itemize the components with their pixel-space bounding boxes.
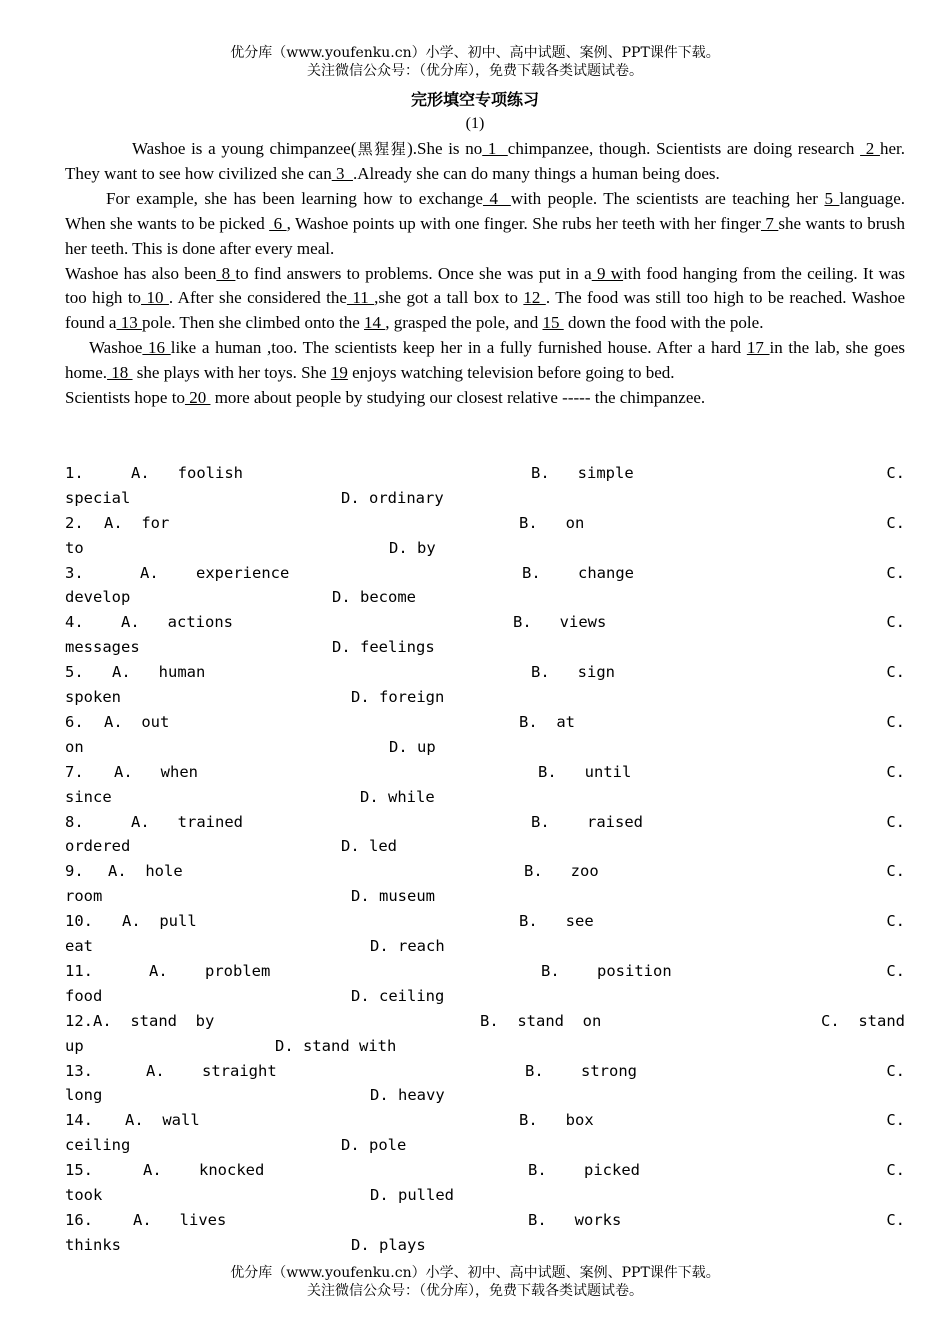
option-a: A. pull xyxy=(122,912,197,931)
option-c-text: food xyxy=(65,986,103,1005)
option-a: A. straight xyxy=(146,1061,277,1080)
text: chimpanzee, though. Scientists are doing research xyxy=(507,139,861,158)
text: Washoe xyxy=(89,338,143,358)
question-number: 9. xyxy=(65,862,84,881)
text: her. They want to see how civilized she can xyxy=(65,139,905,183)
blank-5: 5 xyxy=(824,188,840,208)
text: . The food was still too high to be reached. Washoe found a xyxy=(65,288,906,333)
option-d: D. while xyxy=(360,787,435,806)
option-b: B. simple xyxy=(531,464,634,482)
option-b: B. position xyxy=(541,961,672,980)
option-c-text: spoken xyxy=(65,688,121,707)
paragraph-5 xyxy=(65,386,905,411)
text: Washoe is a young chimpanzee( xyxy=(132,139,357,158)
option-a: A. for xyxy=(104,513,170,532)
option-c-text: since xyxy=(65,787,112,806)
question-item xyxy=(65,1009,905,1059)
blank-6: 6 xyxy=(269,213,287,233)
footer-line-2: 关注微信公众号：（优分库），免费下载各类试题试卷。 xyxy=(307,1283,643,1299)
option-d: D. become xyxy=(332,588,416,607)
option-a: A. foolish xyxy=(131,464,243,482)
option-c-label: C. xyxy=(886,613,905,632)
question-number: 3. xyxy=(65,563,84,582)
question-number: 6. xyxy=(65,712,84,731)
option-b: B. zoo xyxy=(524,862,599,881)
option-a: A. lives xyxy=(133,1210,227,1229)
option-d: D. ordinary xyxy=(341,488,444,507)
blank-11: 11 xyxy=(346,288,375,308)
blank-8: 8 xyxy=(216,263,236,283)
option-c-label: C. xyxy=(886,563,905,582)
option-a: A. wall xyxy=(125,1111,200,1130)
question-number: 14. xyxy=(65,1111,93,1130)
option-c-label: C. xyxy=(886,762,905,781)
text: , grasped the pole, and xyxy=(385,313,543,333)
header-line-1: 优分库（www.youfenku.cn）小学、初中、高中试题、案例、PPT课件下载。 xyxy=(230,45,720,61)
option-b: B. box xyxy=(519,1111,594,1130)
option-b: B. see xyxy=(519,912,594,931)
question-item xyxy=(65,561,905,611)
text: more about people by studying our closest relative ----- the chimpanzee. xyxy=(210,388,706,408)
option-c-label: C. xyxy=(886,961,905,980)
header-line-2: 关注微信公众号：（优分库），免费下载各类试题试卷。 xyxy=(307,63,643,79)
blank-2: 2 xyxy=(860,139,880,158)
blank-20: 20 xyxy=(184,388,211,408)
option-c-label: C. xyxy=(886,912,905,931)
option-c-text: special xyxy=(65,488,131,507)
option-c-text: develop xyxy=(65,588,131,607)
option-c-label: C. xyxy=(886,812,905,831)
text: like a human ,too. The scientists keep her in a fully furnished house. After a hard xyxy=(170,338,747,358)
blank-9: 9 w xyxy=(591,263,624,283)
question-number: 5. xyxy=(65,663,84,682)
text: enjoys watching television before going to bed. xyxy=(347,363,675,383)
option-a: A. when xyxy=(114,762,198,781)
text: she plays with her toys. She xyxy=(132,363,331,383)
blank-15: 15 xyxy=(542,313,564,333)
blank-12: 12 xyxy=(523,288,546,308)
question-item xyxy=(65,660,905,710)
option-c-label: C. xyxy=(886,862,905,881)
option-d: D. ceiling xyxy=(351,986,445,1005)
option-c-text: eat xyxy=(65,937,93,956)
text: . After she considered the xyxy=(168,288,347,308)
page-title: 完形填空专项练习 xyxy=(410,90,539,109)
question-number: 11. xyxy=(65,961,93,980)
option-a: A. actions xyxy=(121,613,233,632)
text: in the lab, she goes home. xyxy=(65,338,906,383)
text: , Washoe points up with one finger. She rubs her teeth with her finger xyxy=(286,213,761,233)
option-d: D. by xyxy=(389,538,436,557)
option-c-text: ordered xyxy=(65,837,131,856)
text: with people. The scientists are teaching her xyxy=(510,188,825,208)
blank-1: 1 xyxy=(482,139,508,158)
text: Washoe has also been xyxy=(65,263,217,283)
question-item xyxy=(65,760,905,810)
text: For example, she has been learning how to exchange xyxy=(106,188,483,208)
text: she wants to brush her teeth. This is done after every meal. xyxy=(65,213,906,258)
blank-16: 16 xyxy=(142,338,171,358)
paragraph-2 xyxy=(65,187,905,262)
option-c-label: C. xyxy=(886,1161,905,1180)
question-item xyxy=(65,610,905,660)
question-item xyxy=(65,859,905,909)
option-c-text: ceiling xyxy=(65,1136,131,1155)
cloze-passage xyxy=(65,137,905,411)
question-number: 15. xyxy=(65,1161,93,1180)
option-c-text: messages xyxy=(65,638,140,657)
question-item xyxy=(65,959,905,1009)
option-b: B. stand on xyxy=(480,1011,602,1030)
option-c-label: C. xyxy=(886,712,905,731)
option-b: B. on xyxy=(519,513,585,532)
blank-10: 10 xyxy=(141,288,169,308)
option-d: D. pulled xyxy=(370,1186,454,1205)
text: pole. Then she climbed onto the xyxy=(141,313,365,333)
question-item xyxy=(65,710,905,760)
option-c-label: C. xyxy=(886,663,905,682)
blank-17: 17 xyxy=(746,338,770,358)
option-d: D. stand with xyxy=(275,1036,397,1055)
text: language. When she wants to be picked xyxy=(65,188,906,233)
question-number: 8. xyxy=(65,812,84,831)
option-c-label: C. xyxy=(886,464,905,482)
option-c-text: took xyxy=(65,1186,103,1205)
option-b: B. works xyxy=(528,1210,622,1229)
question-number: 7. xyxy=(65,762,84,781)
option-c-label: C. xyxy=(886,513,905,532)
option-c-text: up xyxy=(65,1036,84,1055)
text: Scientists hope to xyxy=(65,388,185,408)
option-d: D. pole xyxy=(341,1136,407,1155)
option-b: B. raised xyxy=(531,812,643,831)
text-chinese: 黑猩猩 xyxy=(356,140,408,158)
question-number: 12. xyxy=(65,1011,93,1030)
question-item xyxy=(65,511,905,561)
option-a: A. problem xyxy=(149,961,271,980)
text: ).She is no xyxy=(407,139,483,158)
page-footer xyxy=(0,1264,950,1300)
text: .Already she can do many things a human being does. xyxy=(352,163,720,183)
blank-7: 7 xyxy=(760,213,779,233)
question-item xyxy=(65,1208,905,1258)
question-item xyxy=(65,810,905,860)
option-a: A. hole xyxy=(108,862,183,881)
text: to find answers to problems. Once she was put in a xyxy=(235,263,592,283)
option-a: A. experience xyxy=(140,563,290,582)
option-d: D. heavy xyxy=(370,1086,445,1105)
question-item xyxy=(65,909,905,959)
option-d: D. led xyxy=(341,837,397,856)
option-b: B. at xyxy=(519,712,575,731)
option-b: B. until xyxy=(538,762,632,781)
option-c-text: to xyxy=(65,538,84,557)
page-header xyxy=(0,44,950,80)
option-a: A. out xyxy=(104,712,170,731)
question-item xyxy=(65,1158,905,1208)
footer-line-1: 优分库（www.youfenku.cn）小学、初中、高中试题、案例、PPT课件下载。 xyxy=(230,1265,720,1281)
blank-19: 19 xyxy=(330,363,348,383)
question-item xyxy=(65,461,905,511)
question-number: 10. xyxy=(65,912,93,931)
option-c-text: thinks xyxy=(65,1235,121,1254)
text: down the food with the pole. xyxy=(563,313,764,333)
option-c-text: room xyxy=(65,887,103,906)
page-subtitle: (1) xyxy=(465,115,485,132)
option-d: D. plays xyxy=(351,1235,426,1254)
blank-13: 13 xyxy=(116,313,142,333)
option-c-label: C. xyxy=(886,1210,905,1229)
question-number: 2. xyxy=(65,513,84,532)
option-b: B. sign xyxy=(531,663,615,682)
question-number: 4. xyxy=(65,613,84,632)
option-c-text: long xyxy=(65,1086,103,1105)
option-b: B. change xyxy=(522,563,634,582)
option-d: D. foreign xyxy=(351,688,445,707)
option-c-label: C. stand xyxy=(821,1011,905,1030)
option-d: D. reach xyxy=(370,937,445,956)
option-a: A. stand by xyxy=(93,1011,215,1030)
blank-18: 18 xyxy=(107,363,133,383)
question-item xyxy=(65,1059,905,1109)
option-d: D. feelings xyxy=(332,638,435,657)
option-c-label: C. xyxy=(886,1111,905,1130)
option-d: D. museum xyxy=(351,887,435,906)
question-number: 16. xyxy=(65,1210,93,1229)
paragraph-1 xyxy=(65,137,905,187)
option-c-label: C. xyxy=(886,1061,905,1080)
question-options xyxy=(65,461,905,1258)
option-a: A. human xyxy=(112,663,206,682)
option-b: B. strong xyxy=(525,1061,637,1080)
option-c-text: on xyxy=(65,737,84,756)
blank-4: 4 xyxy=(482,188,511,208)
paragraph-3 xyxy=(65,262,905,337)
text: ith food hanging from the ceiling. It was too high to xyxy=(65,263,906,308)
blank-14: 14 xyxy=(364,313,386,333)
option-b: B. picked xyxy=(528,1161,640,1180)
question-number: 1. xyxy=(65,464,84,482)
blank-3: 3 xyxy=(331,163,353,183)
paragraph-4 xyxy=(65,336,905,386)
option-b: B. views xyxy=(513,613,607,632)
option-d: D. up xyxy=(389,737,436,756)
option-a: A. trained xyxy=(131,812,243,831)
text: ,she got a tall box to xyxy=(374,288,524,308)
option-a: A. knocked xyxy=(143,1161,265,1180)
question-number: 13. xyxy=(65,1061,93,1080)
question-item xyxy=(65,1108,905,1158)
